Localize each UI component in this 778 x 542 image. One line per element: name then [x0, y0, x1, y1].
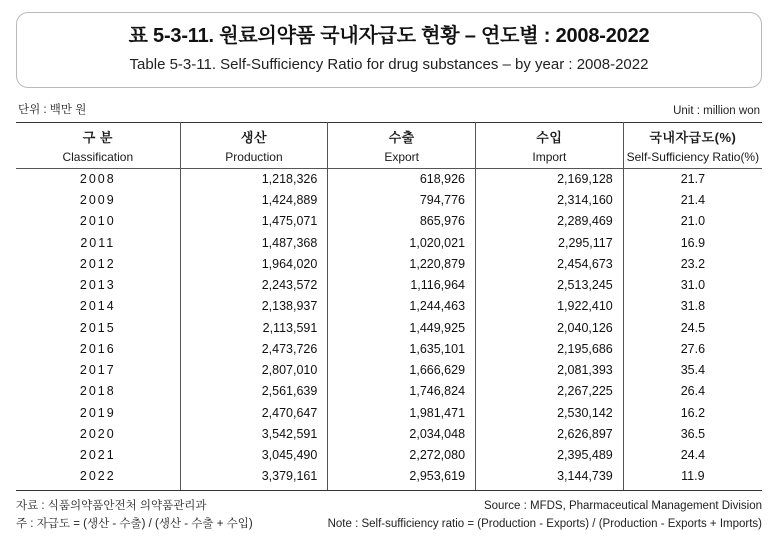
cell-production: 2,807,010: [180, 360, 328, 381]
cell-export: 794,776: [328, 190, 476, 211]
table-row: [16, 296, 762, 317]
cell-year: 2013: [16, 275, 180, 296]
cell-export: 1,020,021: [328, 233, 476, 254]
cell-ratio: 36.5: [623, 424, 762, 445]
cell-year: 2009: [16, 190, 180, 211]
table-title-korean: 표 5-3-11. 원료의약품 국내자급도 현황 – 연도별 : 2008-2022: [128, 25, 650, 47]
header-classification-ko: 구 분: [16, 122, 180, 149]
cell-export: 1,220,879: [328, 254, 476, 275]
cell-production: 3,045,490: [180, 445, 328, 466]
cell-year: 2008: [16, 168, 180, 190]
cell-ratio: 16.2: [623, 403, 762, 424]
table-row: [16, 403, 762, 424]
cell-production: 1,424,889: [180, 190, 328, 211]
table-row: [16, 466, 762, 490]
cell-import: 2,081,393: [476, 360, 624, 381]
cell-export: 1,244,463: [328, 296, 476, 317]
cell-export: 1,116,964: [328, 275, 476, 296]
cell-ratio: 21.7: [623, 168, 762, 190]
note-korean: 주 : 자급도 = (생산 - 수출) / (생산 - 수출 + 수입): [16, 518, 253, 531]
header-production-en: Production: [180, 149, 328, 169]
cell-export: 1,746,824: [328, 381, 476, 402]
table-row: [16, 318, 762, 339]
title-box: [16, 12, 762, 88]
cell-import: 3,144,739: [476, 466, 624, 490]
cell-ratio: 23.2: [623, 254, 762, 275]
table-row: [16, 275, 762, 296]
cell-import: 2,289,469: [476, 211, 624, 232]
cell-production: 2,473,726: [180, 339, 328, 360]
cell-year: 2018: [16, 381, 180, 402]
table-row: [16, 339, 762, 360]
cell-export: 1,635,101: [328, 339, 476, 360]
source-korean: 자료 : 식품의약품안전처 의약품관리과: [16, 499, 207, 512]
table-row: [16, 381, 762, 402]
cell-ratio: 16.9: [623, 233, 762, 254]
header-export-en: Export: [328, 149, 476, 169]
unit-row: [18, 101, 760, 117]
cell-production: 2,243,572: [180, 275, 328, 296]
cell-year: 2010: [16, 211, 180, 232]
cell-year: 2017: [16, 360, 180, 381]
cell-year: 2011: [16, 233, 180, 254]
cell-export: 865,976: [328, 211, 476, 232]
header-export-ko: 수출: [328, 122, 476, 149]
cell-year: 2019: [16, 403, 180, 424]
self-sufficiency-table: [16, 122, 762, 491]
cell-import: 2,040,126: [476, 318, 624, 339]
cell-export: 1,666,629: [328, 360, 476, 381]
header-ratio-ko: 국내자급도(%): [623, 122, 762, 149]
cell-production: 2,113,591: [180, 318, 328, 339]
table-row: [16, 424, 762, 445]
cell-export: 618,926: [328, 168, 476, 190]
cell-ratio: 26.4: [623, 381, 762, 402]
table-row: [16, 190, 762, 211]
cell-export: 1,981,471: [328, 403, 476, 424]
cell-production: 1,964,020: [180, 254, 328, 275]
cell-ratio: 31.0: [623, 275, 762, 296]
cell-export: 1,449,925: [328, 318, 476, 339]
cell-import: 1,922,410: [476, 296, 624, 317]
cell-import: 2,530,142: [476, 403, 624, 424]
cell-import: 2,195,686: [476, 339, 624, 360]
cell-production: 3,542,591: [180, 424, 328, 445]
header-import-ko: 수입: [476, 122, 624, 149]
cell-import: 2,513,245: [476, 275, 624, 296]
cell-export: 2,272,080: [328, 445, 476, 466]
table-row: [16, 168, 762, 190]
cell-year: 2015: [16, 318, 180, 339]
cell-production: 1,218,326: [180, 168, 328, 190]
table-header: [16, 122, 762, 168]
cell-production: 2,470,647: [180, 403, 328, 424]
cell-year: 2021: [16, 445, 180, 466]
cell-year: 2014: [16, 296, 180, 317]
cell-ratio: 11.9: [623, 466, 762, 490]
unit-label-english: Unit : million won: [673, 104, 760, 117]
source-english: Source : MFDS, Pharmaceutical Management Division: [483, 499, 762, 512]
cell-import: 2,626,897: [476, 424, 624, 445]
header-classification-en: Classification: [16, 149, 180, 169]
cell-ratio: 35.4: [623, 360, 762, 381]
cell-production: 2,138,937: [180, 296, 328, 317]
cell-import: 2,169,128: [476, 168, 624, 190]
footnotes: [16, 497, 762, 535]
table-row: [16, 360, 762, 381]
cell-year: 2020: [16, 424, 180, 445]
cell-import: 2,395,489: [476, 445, 624, 466]
cell-import: 2,314,160: [476, 190, 624, 211]
cell-import: 2,295,117: [476, 233, 624, 254]
cell-import: 2,454,673: [476, 254, 624, 275]
header-import-en: Import: [476, 149, 624, 169]
header-production-ko: 생산: [180, 122, 328, 149]
cell-import: 2,267,225: [476, 381, 624, 402]
unit-label-korean: 단위 : 백만 원: [18, 103, 87, 116]
document-page: [0, 12, 778, 542]
table-row: [16, 211, 762, 232]
cell-ratio: 27.6: [623, 339, 762, 360]
cell-year: 2016: [16, 339, 180, 360]
table-row: [16, 445, 762, 466]
cell-year: 2012: [16, 254, 180, 275]
table-title-english: Table 5-3-11. Self-Sufficiency Ratio for drug substances – by year : 2008-2022: [129, 56, 649, 73]
table-row: [16, 254, 762, 275]
cell-ratio: 21.4: [623, 190, 762, 211]
cell-ratio: 24.5: [623, 318, 762, 339]
cell-ratio: 21.0: [623, 211, 762, 232]
cell-export: 2,034,048: [328, 424, 476, 445]
cell-ratio: 24.4: [623, 445, 762, 466]
cell-production: 1,475,071: [180, 211, 328, 232]
cell-production: 2,561,639: [180, 381, 328, 402]
cell-ratio: 31.8: [623, 296, 762, 317]
cell-production: 1,487,368: [180, 233, 328, 254]
cell-export: 2,953,619: [328, 466, 476, 490]
header-ratio-en: Self-Sufficiency Ratio(%): [623, 149, 762, 169]
note-english: Note : Self-sufficiency ratio = (Production - Exports) / (Production - Exports + Imports): [327, 518, 762, 531]
cell-production: 3,379,161: [180, 466, 328, 490]
table-body: [16, 168, 762, 490]
table-row: [16, 233, 762, 254]
cell-year: 2022: [16, 466, 180, 490]
